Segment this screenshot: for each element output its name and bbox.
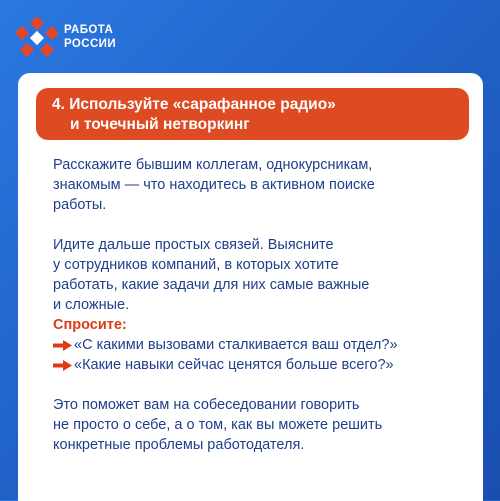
- section-heading: [36, 88, 469, 140]
- text-line: у сотрудников компаний, в которых хотите: [53, 257, 339, 273]
- ask-label: Спросите:: [53, 317, 127, 333]
- text-line: не просто о себе, а о том, как вы можете решить: [53, 417, 383, 433]
- question-text: «Какие навыки сейчас ценятся больше всего?»: [74, 357, 394, 373]
- text-line: работы.: [53, 197, 107, 213]
- question-item: [53, 335, 473, 355]
- brand-name: [64, 23, 116, 51]
- text-line: знакомым — что находитесь в активном поиске: [53, 177, 375, 193]
- text-line: работать, какие задачи для них самые важные: [53, 277, 370, 293]
- question-item: [53, 355, 473, 375]
- text-line: Идите дальше простых связей. Выясните: [53, 237, 334, 253]
- text-line: конкретные проблемы работодателя.: [53, 437, 305, 453]
- paragraph-3: [53, 395, 473, 455]
- arrow-right-icon: [53, 360, 72, 371]
- brand-line-1: РАБОТА: [64, 24, 114, 36]
- paragraph-2: [53, 235, 473, 315]
- star-logo-icon: [16, 17, 58, 59]
- text-line: и сложные.: [53, 297, 130, 313]
- question-text: «С какими вызовами сталкивается ваш отдел?»: [74, 337, 398, 353]
- body-text: [53, 155, 473, 455]
- arrow-right-icon: [53, 340, 72, 351]
- heading-line-2: и точечный нетворкинг: [70, 116, 250, 133]
- paragraph-1: [53, 155, 473, 215]
- text-line: Расскажите бывшим коллегам, однокурсникам,: [53, 157, 373, 173]
- text-line: Это поможет вам на собеседовании говорить: [53, 397, 360, 413]
- heading-line-1: 4. Используйте «сарафанное радио»: [52, 96, 336, 113]
- brand-line-2: РОССИИ: [64, 38, 117, 50]
